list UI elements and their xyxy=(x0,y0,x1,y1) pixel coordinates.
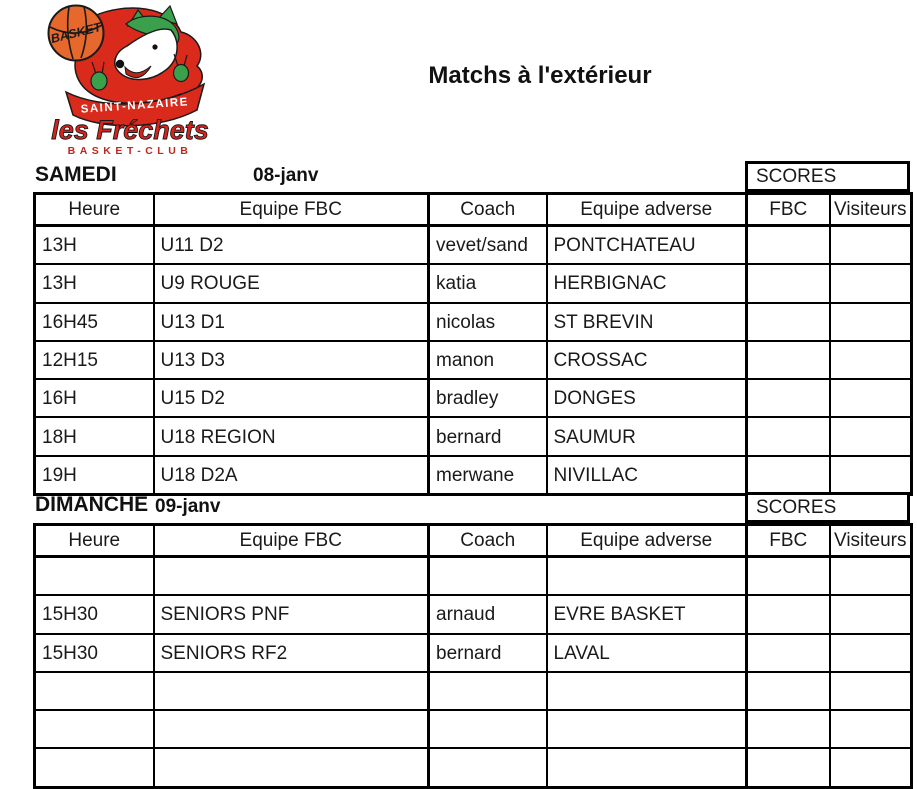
cell-heure xyxy=(35,557,154,596)
cell-heure: 15H30 xyxy=(35,634,154,672)
col-header-equipe-adverse: Equipe adverse xyxy=(547,194,747,226)
table-header-row xyxy=(35,525,912,557)
col-header-heure: Heure xyxy=(35,194,154,226)
cell-heure: 16H xyxy=(35,379,154,417)
cell-heure: 18H xyxy=(35,417,154,455)
date-label-dimanche: 09-janv xyxy=(155,496,221,517)
table-row xyxy=(35,264,912,302)
table-header-row xyxy=(35,194,912,226)
cell-equipe-adverse: PONTCHATEAU xyxy=(547,226,747,265)
col-header-coach: Coach xyxy=(429,194,547,226)
cell-score-visiteurs xyxy=(830,264,912,302)
cell-score-visiteurs xyxy=(830,634,912,672)
club-logo-graphic xyxy=(30,2,218,158)
schedule-table-samedi xyxy=(33,192,913,496)
cell-heure: 13H xyxy=(35,226,154,265)
cell-score-visiteurs xyxy=(830,379,912,417)
cell-equipe-adverse: DONGES xyxy=(547,379,747,417)
table-row xyxy=(35,226,912,265)
cell-equipe-fbc: SENIORS PNF xyxy=(154,595,429,633)
table-row xyxy=(35,710,912,748)
cell-equipe-fbc: U18 D2A xyxy=(154,456,429,495)
cell-equipe-adverse: ST BREVIN xyxy=(547,303,747,341)
cell-equipe-adverse: SAUMUR xyxy=(547,417,747,455)
club-subtitle: BASKET-CLUB xyxy=(67,145,193,157)
cell-equipe-fbc: U9 ROUGE xyxy=(154,264,429,302)
cell-coach: nicolas xyxy=(429,303,547,341)
scores-box-dimanche: SCORES xyxy=(745,492,910,523)
cell-score-visiteurs xyxy=(830,303,912,341)
cell-equipe-adverse: EVRE BASKET xyxy=(547,595,747,633)
cell-score-fbc xyxy=(747,417,830,455)
cell-score-fbc xyxy=(747,557,830,596)
cell-coach: arnaud xyxy=(429,595,547,633)
basketball-icon xyxy=(49,6,104,61)
cell-score-fbc xyxy=(747,379,830,417)
cell-score-visiteurs xyxy=(830,226,912,265)
table-row xyxy=(35,456,912,495)
col-header-score-visiteurs: Visiteurs xyxy=(830,525,912,557)
cell-score-visiteurs xyxy=(830,456,912,495)
cell-heure: 12H15 xyxy=(35,341,154,379)
table-row xyxy=(35,634,912,672)
col-header-heure: Heure xyxy=(35,525,154,557)
cell-equipe-fbc: U13 D1 xyxy=(154,303,429,341)
mascot-nose xyxy=(116,60,124,68)
cell-score-visiteurs xyxy=(830,672,912,710)
cell-score-fbc xyxy=(747,672,830,710)
col-header-coach: Coach xyxy=(429,525,547,557)
col-header-equipe-fbc: Equipe FBC xyxy=(154,525,429,557)
cell-equipe-fbc xyxy=(154,557,429,596)
cell-equipe-fbc: U13 D3 xyxy=(154,341,429,379)
cell-coach: bernard xyxy=(429,417,547,455)
cell-score-fbc xyxy=(747,710,830,748)
page-title: Matchs à l'extérieur xyxy=(428,62,652,89)
cell-heure: 13H xyxy=(35,264,154,302)
date-label-samedi: 08-janv xyxy=(253,165,319,186)
cell-equipe-adverse: NIVILLAC xyxy=(547,456,747,495)
cell-equipe-fbc: U11 D2 xyxy=(154,226,429,265)
cell-score-visiteurs xyxy=(830,341,912,379)
col-header-equipe-adverse: Equipe adverse xyxy=(547,525,747,557)
club-name: les Fréchets xyxy=(51,115,209,145)
cell-score-visiteurs xyxy=(830,595,912,633)
cell-equipe-fbc: SENIORS RF2 xyxy=(154,634,429,672)
table-row xyxy=(35,672,912,710)
cell-equipe-adverse xyxy=(547,672,747,710)
cell-coach xyxy=(429,710,547,748)
cell-score-fbc xyxy=(747,456,830,495)
banner-text: SAINT-NAZAIRE xyxy=(80,96,190,116)
cell-equipe-adverse xyxy=(547,710,747,748)
cell-score-fbc xyxy=(747,341,830,379)
cell-heure xyxy=(35,710,154,748)
table-row xyxy=(35,595,912,633)
cell-equipe-fbc xyxy=(154,672,429,710)
cell-heure: 19H xyxy=(35,456,154,495)
cell-score-visiteurs xyxy=(830,557,912,596)
cell-coach: bernard xyxy=(429,634,547,672)
day-label-dimanche: DIMANCHE xyxy=(35,493,149,516)
cell-score-fbc xyxy=(747,264,830,302)
cell-heure: 15H30 xyxy=(35,595,154,633)
table-row xyxy=(35,341,912,379)
cell-coach: bradley xyxy=(429,379,547,417)
cell-heure: 16H45 xyxy=(35,303,154,341)
table-row xyxy=(35,303,912,341)
col-header-score-visiteurs: Visiteurs xyxy=(830,194,912,226)
cell-equipe-adverse xyxy=(547,557,747,596)
cell-coach: vevet/sand xyxy=(429,226,547,265)
cell-coach: merwane xyxy=(429,456,547,495)
cell-score-visiteurs xyxy=(830,710,912,748)
cell-coach xyxy=(429,672,547,710)
cell-score-visiteurs xyxy=(830,417,912,455)
col-header-score-fbc: FBC xyxy=(747,194,830,226)
club-logo xyxy=(30,2,218,158)
cell-equipe-fbc xyxy=(154,710,429,748)
basketball-label: BASKET xyxy=(49,19,103,47)
mascot-eye xyxy=(152,44,157,49)
schedule-table-dimanche xyxy=(33,523,913,789)
table-row xyxy=(35,557,912,596)
scores-box-samedi: SCORES xyxy=(745,161,910,192)
cell-score-fbc xyxy=(747,634,830,672)
cell-equipe-fbc: U18 REGION xyxy=(154,417,429,455)
table-row xyxy=(35,379,912,417)
cell-score-fbc xyxy=(747,226,830,265)
cell-coach xyxy=(429,557,547,596)
cell-coach: katia xyxy=(429,264,547,302)
col-header-score-fbc: FBC xyxy=(747,525,830,557)
cell-score-fbc xyxy=(747,595,830,633)
cell-score-fbc xyxy=(747,303,830,341)
cell-equipe-fbc: U15 D2 xyxy=(154,379,429,417)
table-row xyxy=(35,417,912,455)
cell-equipe-adverse: CROSSAC xyxy=(547,341,747,379)
day-label-samedi: SAMEDI xyxy=(35,163,117,186)
col-header-equipe-fbc: Equipe FBC xyxy=(154,194,429,226)
cell-equipe-adverse: LAVAL xyxy=(547,634,747,672)
cell-equipe-adverse: HERBIGNAC xyxy=(547,264,747,302)
cell-coach: manon xyxy=(429,341,547,379)
cell-heure xyxy=(35,672,154,710)
